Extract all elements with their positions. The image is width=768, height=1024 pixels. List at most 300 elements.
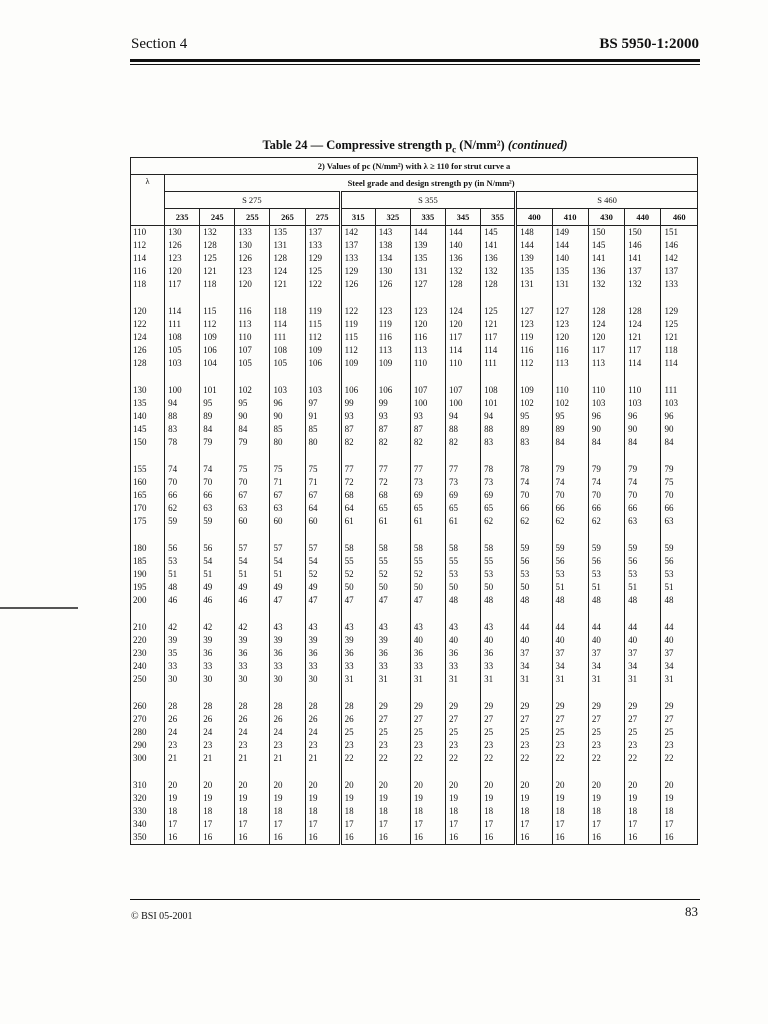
value-cell: 125 bbox=[305, 265, 340, 278]
value-cell: 66 bbox=[165, 489, 200, 502]
spacer-cell bbox=[165, 370, 200, 384]
group-spacer bbox=[131, 765, 698, 779]
spacer-cell bbox=[200, 291, 235, 305]
value-cell: 73 bbox=[445, 476, 480, 489]
lambda-cell: 190 bbox=[131, 568, 165, 581]
value-cell: 40 bbox=[661, 634, 698, 647]
value-cell: 33 bbox=[305, 660, 340, 673]
value-cell: 59 bbox=[552, 542, 588, 555]
value-cell: 109 bbox=[200, 331, 235, 344]
value-cell: 34 bbox=[625, 660, 661, 673]
value-cell: 46 bbox=[235, 594, 270, 607]
strength-header-cell: 400 bbox=[516, 209, 552, 226]
value-cell: 141 bbox=[588, 252, 624, 265]
strength-header-cell: 245 bbox=[200, 209, 235, 226]
value-cell: 20 bbox=[165, 779, 200, 792]
grade-header: Steel grade and design strength py (in N/mm²) bbox=[165, 175, 698, 192]
value-cell: 116 bbox=[516, 344, 552, 357]
value-cell: 29 bbox=[661, 700, 698, 713]
lambda-cell: 135 bbox=[131, 397, 165, 410]
value-cell: 72 bbox=[340, 476, 375, 489]
value-cell: 106 bbox=[200, 344, 235, 357]
value-cell: 117 bbox=[588, 344, 624, 357]
value-cell: 103 bbox=[305, 384, 340, 397]
spacer-cell bbox=[270, 607, 305, 621]
value-cell: 17 bbox=[481, 818, 516, 831]
value-cell: 123 bbox=[410, 305, 445, 318]
value-cell: 59 bbox=[625, 542, 661, 555]
value-cell: 131 bbox=[270, 239, 305, 252]
value-cell: 59 bbox=[661, 542, 698, 555]
value-cell: 23 bbox=[588, 739, 624, 752]
value-cell: 136 bbox=[481, 252, 516, 265]
value-cell: 83 bbox=[516, 436, 552, 449]
value-cell: 132 bbox=[481, 265, 516, 278]
spacer-cell bbox=[305, 765, 340, 779]
value-cell: 99 bbox=[340, 397, 375, 410]
spacer-cell bbox=[165, 607, 200, 621]
value-cell: 61 bbox=[375, 515, 410, 528]
value-cell: 70 bbox=[588, 489, 624, 502]
value-cell: 29 bbox=[552, 700, 588, 713]
lambda-cell: 310 bbox=[131, 779, 165, 792]
value-cell: 54 bbox=[235, 555, 270, 568]
value-cell: 28 bbox=[340, 700, 375, 713]
value-cell: 96 bbox=[270, 397, 305, 410]
spacer-cell bbox=[305, 449, 340, 463]
spacer-cell bbox=[235, 449, 270, 463]
value-cell: 62 bbox=[588, 515, 624, 528]
value-cell: 16 bbox=[410, 831, 445, 845]
value-cell: 145 bbox=[588, 239, 624, 252]
value-cell: 19 bbox=[305, 792, 340, 805]
value-cell: 54 bbox=[305, 555, 340, 568]
value-cell: 79 bbox=[235, 436, 270, 449]
spacer-cell bbox=[235, 291, 270, 305]
spacer-cell bbox=[200, 765, 235, 779]
value-cell: 44 bbox=[661, 621, 698, 634]
lambda-cell: 290 bbox=[131, 739, 165, 752]
spacer-cell bbox=[131, 370, 165, 384]
value-cell: 22 bbox=[340, 752, 375, 765]
value-cell: 42 bbox=[200, 621, 235, 634]
value-cell: 99 bbox=[375, 397, 410, 410]
value-cell: 77 bbox=[375, 463, 410, 476]
value-cell: 47 bbox=[305, 594, 340, 607]
value-cell: 117 bbox=[165, 278, 200, 291]
value-cell: 79 bbox=[625, 463, 661, 476]
value-cell: 51 bbox=[661, 581, 698, 594]
strength-header-cell: 430 bbox=[588, 209, 624, 226]
value-cell: 101 bbox=[200, 384, 235, 397]
spacer-cell bbox=[305, 686, 340, 700]
spacer-cell bbox=[481, 607, 516, 621]
lambda-cell: 128 bbox=[131, 357, 165, 370]
value-cell: 20 bbox=[516, 779, 552, 792]
table-row bbox=[131, 752, 698, 765]
value-cell: 70 bbox=[165, 476, 200, 489]
value-cell: 43 bbox=[410, 621, 445, 634]
value-cell: 111 bbox=[481, 357, 516, 370]
spacer-cell bbox=[340, 449, 375, 463]
value-cell: 150 bbox=[588, 226, 624, 240]
spacer-cell bbox=[588, 765, 624, 779]
value-cell: 115 bbox=[200, 305, 235, 318]
value-cell: 123 bbox=[375, 305, 410, 318]
value-cell: 31 bbox=[625, 673, 661, 686]
value-cell: 47 bbox=[410, 594, 445, 607]
value-cell: 113 bbox=[235, 318, 270, 331]
value-cell: 18 bbox=[661, 805, 698, 818]
value-cell: 130 bbox=[235, 239, 270, 252]
value-cell: 56 bbox=[165, 542, 200, 555]
value-cell: 53 bbox=[625, 568, 661, 581]
value-cell: 114 bbox=[445, 344, 480, 357]
lambda-cell: 126 bbox=[131, 344, 165, 357]
value-cell: 96 bbox=[625, 410, 661, 423]
value-cell: 114 bbox=[270, 318, 305, 331]
value-cell: 29 bbox=[625, 700, 661, 713]
value-cell: 132 bbox=[445, 265, 480, 278]
value-cell: 102 bbox=[552, 397, 588, 410]
value-cell: 116 bbox=[235, 305, 270, 318]
table-row bbox=[131, 463, 698, 476]
value-cell: 51 bbox=[200, 568, 235, 581]
value-cell: 97 bbox=[305, 397, 340, 410]
value-cell: 44 bbox=[625, 621, 661, 634]
group-spacer bbox=[131, 370, 698, 384]
spacer-cell bbox=[588, 686, 624, 700]
value-cell: 140 bbox=[552, 252, 588, 265]
value-cell: 123 bbox=[235, 265, 270, 278]
lambda-cell: 116 bbox=[131, 265, 165, 278]
value-cell: 113 bbox=[552, 357, 588, 370]
value-cell: 134 bbox=[375, 252, 410, 265]
value-cell: 71 bbox=[270, 476, 305, 489]
value-cell: 74 bbox=[552, 476, 588, 489]
value-cell: 140 bbox=[445, 239, 480, 252]
value-cell: 120 bbox=[445, 318, 480, 331]
value-cell: 141 bbox=[625, 252, 661, 265]
value-cell: 145 bbox=[481, 226, 516, 240]
lambda-cell: 122 bbox=[131, 318, 165, 331]
value-cell: 110 bbox=[235, 331, 270, 344]
value-cell: 131 bbox=[516, 278, 552, 291]
value-cell: 141 bbox=[481, 239, 516, 252]
spacer-cell bbox=[270, 370, 305, 384]
lambda-cell: 140 bbox=[131, 410, 165, 423]
spacer-cell bbox=[270, 686, 305, 700]
value-cell: 110 bbox=[588, 384, 624, 397]
value-cell: 23 bbox=[481, 739, 516, 752]
value-cell: 19 bbox=[481, 792, 516, 805]
value-cell: 104 bbox=[200, 357, 235, 370]
spacer-cell bbox=[410, 528, 445, 542]
lambda-cell: 160 bbox=[131, 476, 165, 489]
value-cell: 19 bbox=[516, 792, 552, 805]
value-cell: 139 bbox=[516, 252, 552, 265]
spacer-cell bbox=[552, 528, 588, 542]
value-cell: 111 bbox=[165, 318, 200, 331]
value-cell: 28 bbox=[165, 700, 200, 713]
table-row bbox=[131, 555, 698, 568]
value-cell: 90 bbox=[625, 423, 661, 436]
value-cell: 70 bbox=[200, 476, 235, 489]
value-cell: 39 bbox=[235, 634, 270, 647]
value-cell: 40 bbox=[588, 634, 624, 647]
value-cell: 82 bbox=[340, 436, 375, 449]
value-cell: 126 bbox=[235, 252, 270, 265]
value-cell: 40 bbox=[552, 634, 588, 647]
spacer-cell bbox=[516, 765, 552, 779]
spacer-cell bbox=[305, 291, 340, 305]
spacer-cell bbox=[305, 528, 340, 542]
strength-header-cell: 255 bbox=[235, 209, 270, 226]
spacer-cell bbox=[270, 291, 305, 305]
lambda-cell: 220 bbox=[131, 634, 165, 647]
value-cell: 137 bbox=[625, 265, 661, 278]
value-cell: 82 bbox=[375, 436, 410, 449]
lambda-cell: 124 bbox=[131, 331, 165, 344]
value-cell: 27 bbox=[445, 713, 480, 726]
spacer-cell bbox=[481, 370, 516, 384]
spacer-cell bbox=[375, 765, 410, 779]
value-cell: 25 bbox=[340, 726, 375, 739]
value-cell: 19 bbox=[200, 792, 235, 805]
table-row bbox=[131, 634, 698, 647]
value-cell: 49 bbox=[235, 581, 270, 594]
value-cell: 120 bbox=[165, 265, 200, 278]
value-cell: 88 bbox=[481, 423, 516, 436]
value-cell: 19 bbox=[375, 792, 410, 805]
value-cell: 66 bbox=[552, 502, 588, 515]
table-row bbox=[131, 542, 698, 555]
table-row bbox=[131, 805, 698, 818]
value-cell: 43 bbox=[481, 621, 516, 634]
table-row bbox=[131, 502, 698, 515]
value-cell: 132 bbox=[200, 226, 235, 240]
value-cell: 47 bbox=[340, 594, 375, 607]
value-cell: 17 bbox=[235, 818, 270, 831]
spacer-cell bbox=[410, 765, 445, 779]
value-cell: 29 bbox=[445, 700, 480, 713]
value-cell: 27 bbox=[375, 713, 410, 726]
table-row bbox=[131, 831, 698, 845]
table-row bbox=[131, 713, 698, 726]
value-cell: 144 bbox=[516, 239, 552, 252]
value-cell: 24 bbox=[200, 726, 235, 739]
grade-s275: S 275 bbox=[165, 192, 341, 209]
value-cell: 58 bbox=[410, 542, 445, 555]
lambda-cell: 110 bbox=[131, 226, 165, 240]
lambda-cell: 170 bbox=[131, 502, 165, 515]
value-cell: 17 bbox=[552, 818, 588, 831]
value-cell: 23 bbox=[661, 739, 698, 752]
value-cell: 23 bbox=[305, 739, 340, 752]
table-row bbox=[131, 581, 698, 594]
value-cell: 20 bbox=[410, 779, 445, 792]
value-cell: 133 bbox=[661, 278, 698, 291]
value-cell: 54 bbox=[270, 555, 305, 568]
lambda-cell: 330 bbox=[131, 805, 165, 818]
value-cell: 128 bbox=[481, 278, 516, 291]
table-row bbox=[131, 226, 698, 240]
value-cell: 39 bbox=[270, 634, 305, 647]
strength-header-cell: 335 bbox=[410, 209, 445, 226]
spacer-cell bbox=[661, 291, 698, 305]
value-cell: 57 bbox=[305, 542, 340, 555]
value-cell: 103 bbox=[661, 397, 698, 410]
value-cell: 22 bbox=[625, 752, 661, 765]
value-cell: 85 bbox=[270, 423, 305, 436]
value-cell: 107 bbox=[410, 384, 445, 397]
value-cell: 25 bbox=[445, 726, 480, 739]
value-cell: 58 bbox=[445, 542, 480, 555]
value-cell: 29 bbox=[588, 700, 624, 713]
value-cell: 20 bbox=[661, 779, 698, 792]
value-cell: 31 bbox=[481, 673, 516, 686]
strength-header-cell: 410 bbox=[552, 209, 588, 226]
value-cell: 96 bbox=[661, 410, 698, 423]
value-cell: 114 bbox=[481, 344, 516, 357]
value-cell: 36 bbox=[305, 647, 340, 660]
compressive-strength-table bbox=[130, 157, 698, 845]
spacer-cell bbox=[131, 449, 165, 463]
spacer-cell bbox=[165, 449, 200, 463]
value-cell: 22 bbox=[481, 752, 516, 765]
value-cell: 112 bbox=[200, 318, 235, 331]
value-cell: 51 bbox=[552, 581, 588, 594]
table-row bbox=[131, 265, 698, 278]
value-cell: 62 bbox=[552, 515, 588, 528]
value-cell: 55 bbox=[445, 555, 480, 568]
spacer-cell bbox=[131, 528, 165, 542]
value-cell: 108 bbox=[481, 384, 516, 397]
value-cell: 36 bbox=[200, 647, 235, 660]
value-cell: 68 bbox=[375, 489, 410, 502]
value-cell: 95 bbox=[200, 397, 235, 410]
standard-label: BS 5950-1:2000 bbox=[599, 36, 699, 52]
spacer-cell bbox=[661, 528, 698, 542]
value-cell: 31 bbox=[552, 673, 588, 686]
value-cell: 50 bbox=[340, 581, 375, 594]
value-cell: 73 bbox=[481, 476, 516, 489]
value-cell: 109 bbox=[305, 344, 340, 357]
spacer-cell bbox=[235, 528, 270, 542]
value-cell: 63 bbox=[235, 502, 270, 515]
value-cell: 93 bbox=[340, 410, 375, 423]
table-row bbox=[131, 423, 698, 436]
value-cell: 103 bbox=[165, 357, 200, 370]
lambda-cell: 300 bbox=[131, 752, 165, 765]
header-rule bbox=[130, 59, 700, 62]
value-cell: 33 bbox=[340, 660, 375, 673]
value-cell: 110 bbox=[410, 357, 445, 370]
value-cell: 43 bbox=[270, 621, 305, 634]
value-cell: 62 bbox=[516, 515, 552, 528]
value-cell: 16 bbox=[305, 831, 340, 845]
value-cell: 118 bbox=[661, 344, 698, 357]
value-cell: 22 bbox=[516, 752, 552, 765]
value-cell: 117 bbox=[445, 331, 480, 344]
value-cell: 50 bbox=[375, 581, 410, 594]
spacer-cell bbox=[516, 370, 552, 384]
value-cell: 37 bbox=[625, 647, 661, 660]
spacer-cell bbox=[625, 370, 661, 384]
group-spacer bbox=[131, 528, 698, 542]
value-cell: 60 bbox=[305, 515, 340, 528]
spacer-cell bbox=[340, 686, 375, 700]
value-cell: 20 bbox=[445, 779, 480, 792]
value-cell: 21 bbox=[235, 752, 270, 765]
spacer-cell bbox=[481, 291, 516, 305]
spacer-cell bbox=[516, 528, 552, 542]
value-cell: 63 bbox=[200, 502, 235, 515]
value-cell: 111 bbox=[270, 331, 305, 344]
value-cell: 110 bbox=[552, 384, 588, 397]
value-cell: 20 bbox=[552, 779, 588, 792]
value-cell: 114 bbox=[625, 357, 661, 370]
value-cell: 114 bbox=[165, 305, 200, 318]
value-cell: 123 bbox=[552, 318, 588, 331]
lambda-cell: 250 bbox=[131, 673, 165, 686]
value-cell: 137 bbox=[661, 265, 698, 278]
value-cell: 17 bbox=[270, 818, 305, 831]
value-cell: 113 bbox=[375, 344, 410, 357]
table-row bbox=[131, 489, 698, 502]
spacer-cell bbox=[588, 607, 624, 621]
spacer-cell bbox=[552, 370, 588, 384]
value-cell: 136 bbox=[445, 252, 480, 265]
value-cell: 59 bbox=[588, 542, 624, 555]
lambda-cell: 112 bbox=[131, 239, 165, 252]
grade-s355: S 355 bbox=[340, 192, 516, 209]
value-cell: 23 bbox=[625, 739, 661, 752]
value-cell: 28 bbox=[305, 700, 340, 713]
value-cell: 88 bbox=[165, 410, 200, 423]
value-cell: 25 bbox=[661, 726, 698, 739]
spacer-cell bbox=[661, 607, 698, 621]
value-cell: 16 bbox=[588, 831, 624, 845]
value-cell: 84 bbox=[661, 436, 698, 449]
value-cell: 135 bbox=[410, 252, 445, 265]
lambda-cell: 180 bbox=[131, 542, 165, 555]
value-cell: 114 bbox=[661, 357, 698, 370]
value-cell: 119 bbox=[375, 318, 410, 331]
value-cell: 40 bbox=[445, 634, 480, 647]
value-cell: 23 bbox=[552, 739, 588, 752]
value-cell: 17 bbox=[625, 818, 661, 831]
scan-mark bbox=[0, 607, 78, 609]
value-cell: 23 bbox=[200, 739, 235, 752]
value-cell: 25 bbox=[552, 726, 588, 739]
lambda-cell: 195 bbox=[131, 581, 165, 594]
value-cell: 84 bbox=[552, 436, 588, 449]
spacer-cell bbox=[235, 370, 270, 384]
value-cell: 37 bbox=[588, 647, 624, 660]
value-cell: 83 bbox=[165, 423, 200, 436]
spacer-cell bbox=[552, 765, 588, 779]
value-cell: 78 bbox=[481, 463, 516, 476]
spacer-cell bbox=[375, 370, 410, 384]
value-cell: 36 bbox=[375, 647, 410, 660]
value-cell: 103 bbox=[270, 384, 305, 397]
value-cell: 18 bbox=[340, 805, 375, 818]
spacer-cell bbox=[410, 449, 445, 463]
value-cell: 115 bbox=[305, 318, 340, 331]
value-cell: 120 bbox=[410, 318, 445, 331]
value-cell: 115 bbox=[340, 331, 375, 344]
